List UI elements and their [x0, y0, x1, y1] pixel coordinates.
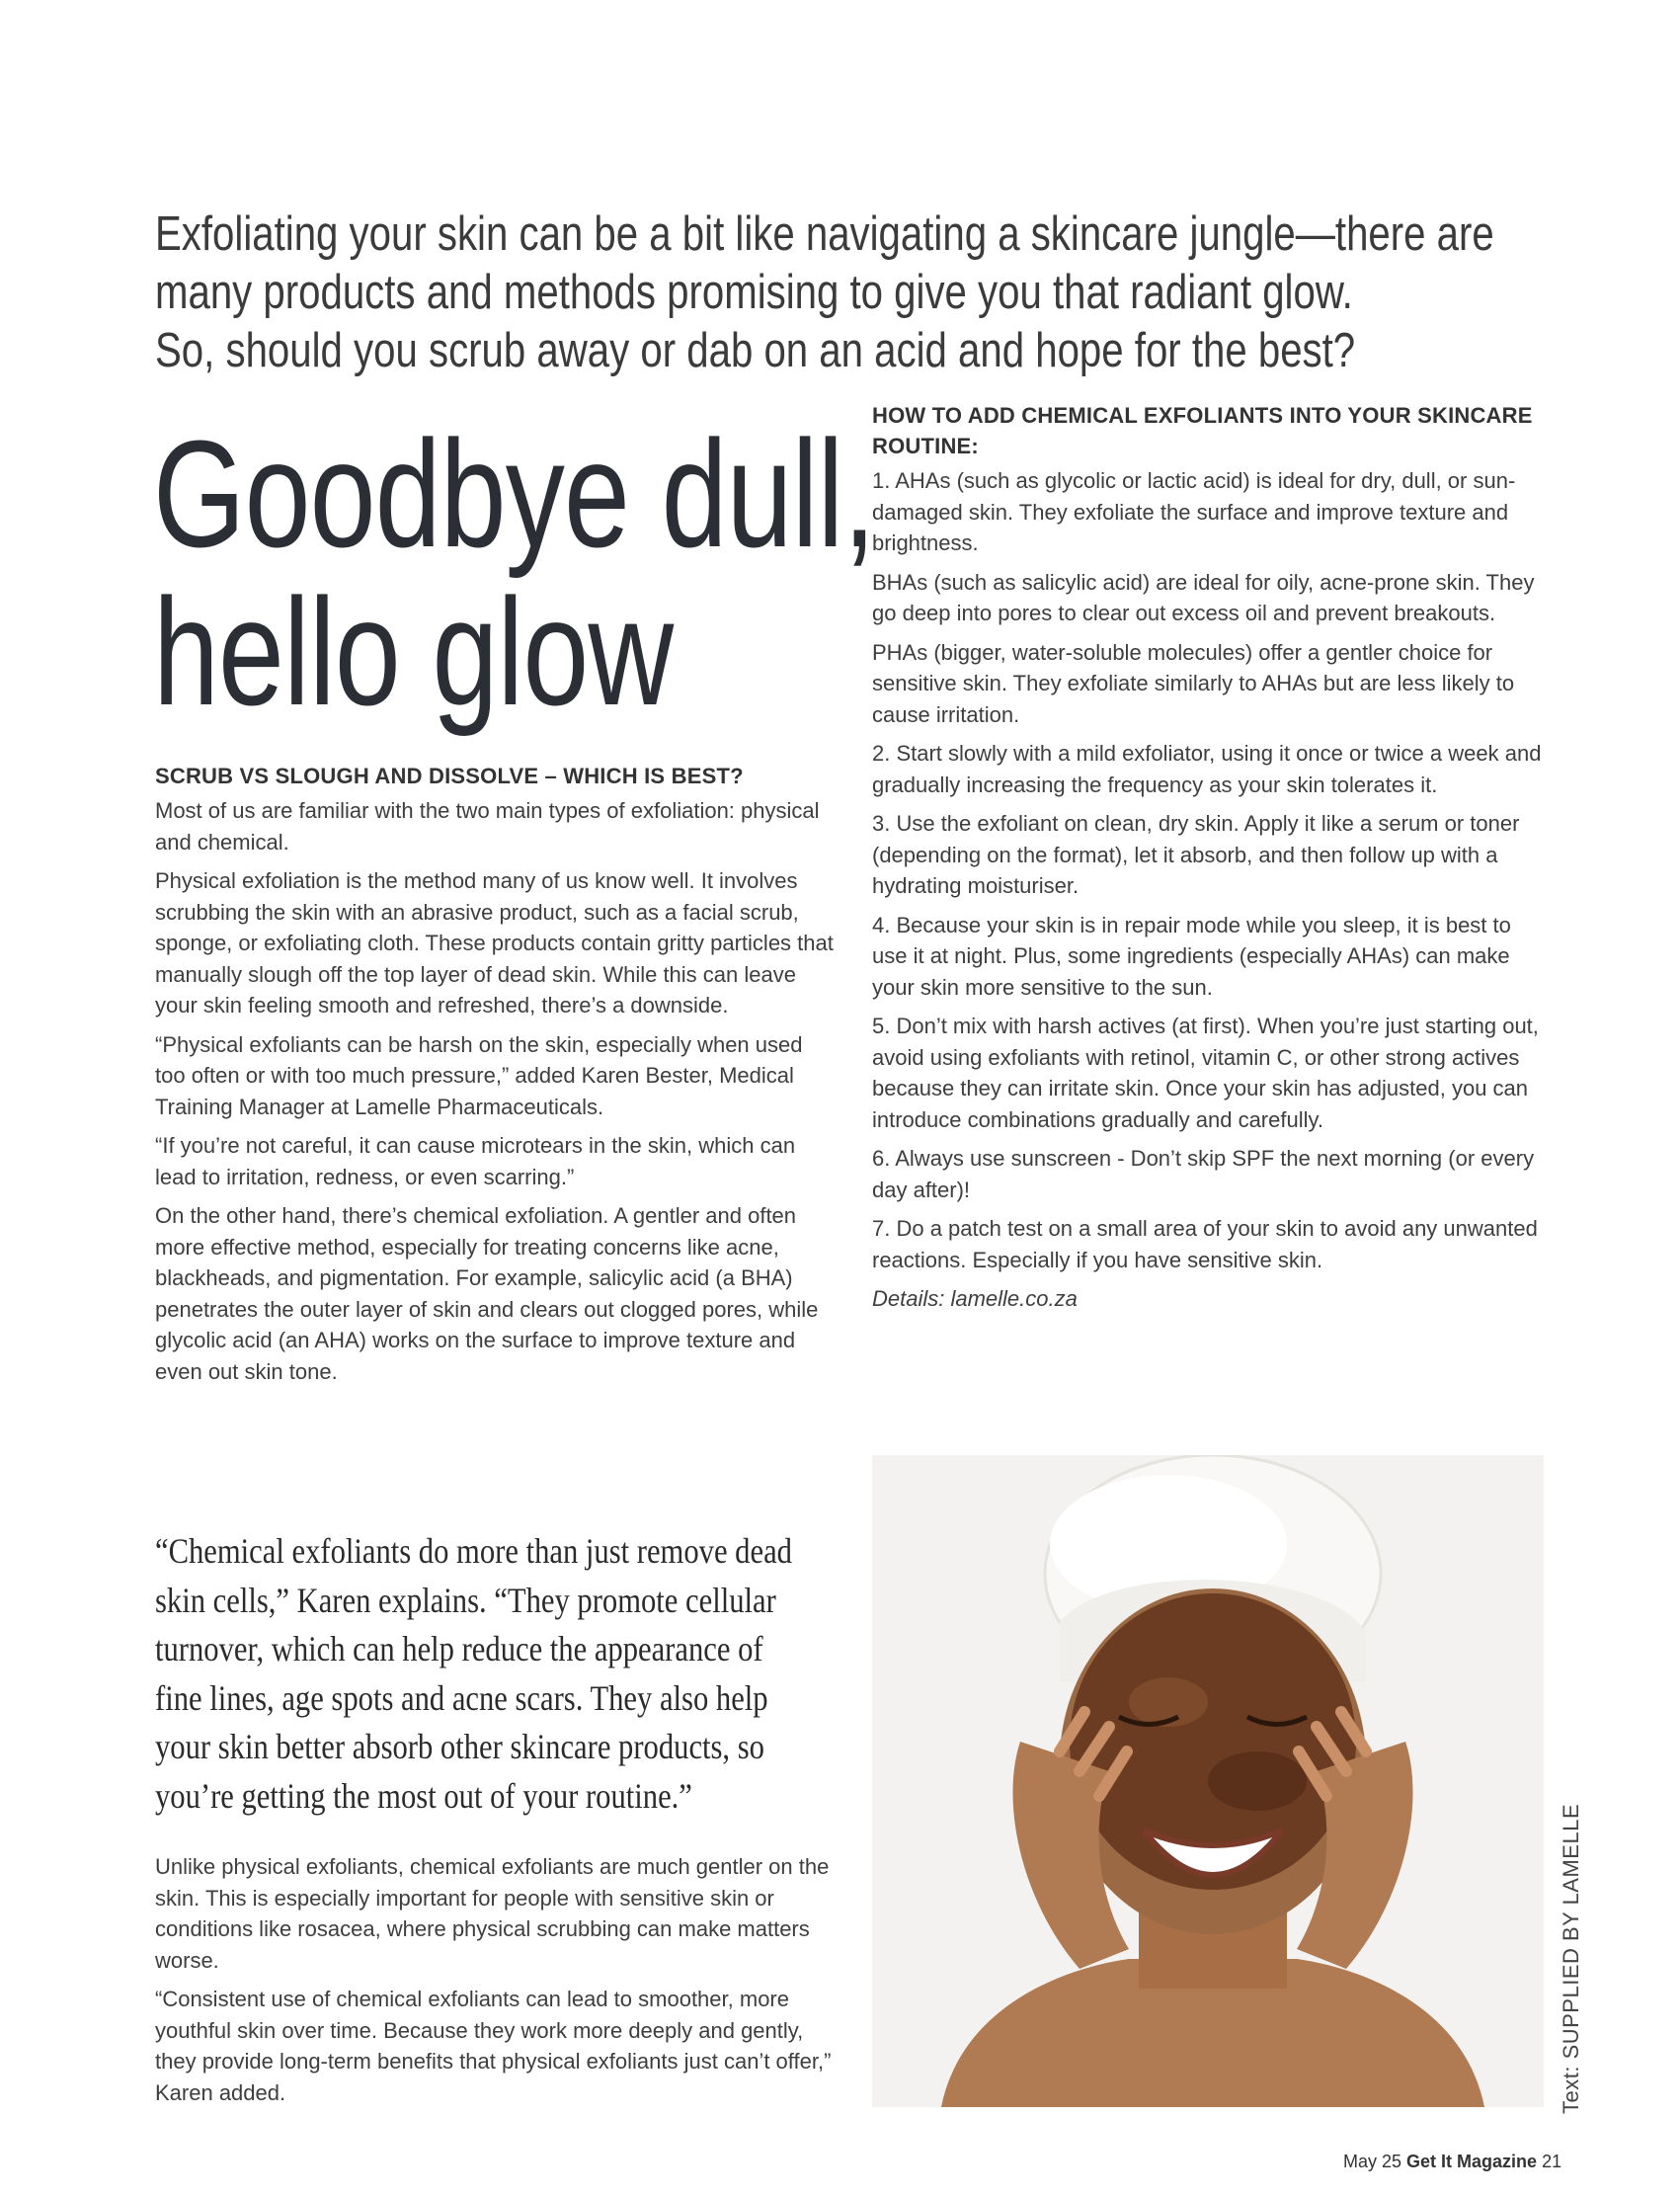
body-paragraph: Most of us are familiar with the two main types of exfoliation: physical and chemical.	[155, 798, 820, 854]
woman-face-mask-photo	[872, 1455, 1544, 2107]
body-paragraph: Physical exfoliation is the method many of us know well. It involves scrubbing the skin with an abrasive product, such as a facial scrub, sponge, or exfoliating cloth. These products contain gritty particles that manually slough off the top layer of dead skin. While this can leave your skin feeling smooth and refreshed, there’s a downside.	[155, 868, 834, 1017]
body-paragraph: “If you’re not careful, it can cause microtears in the skin, which can lead to irritation, redness, or even scarring.”	[155, 1133, 796, 1189]
body-paragraph: PHAs (bigger, water-soluble molecules) offer a gentler choice for sensitive skin. They exfoliate similarly to AHAs but are less likely to cause irritation.	[872, 639, 1515, 727]
body-paragraph: 7. Do a patch test on a small area of your skin to avoid any unwanted reactions. Especially if you have sensitive skin.	[872, 1216, 1538, 1272]
body-paragraph: 5. Don’t mix with harsh actives (at first). When you’re just starting out, avoid using exfoliants with retinol, vitamin C, or other strong actives because they can irritate skin. Once your skin has adjusted, you can introduce combinations gradually and carefully.	[872, 1014, 1539, 1132]
page-number: 21	[1542, 2152, 1562, 2171]
intro-line: many products and methods promising to give you that radiant glow.	[155, 266, 1353, 319]
details-link: Details: lamelle.co.za	[872, 1286, 1078, 1311]
body-paragraph: 1. AHAs (such as glycolic or lactic acid) is ideal for dry, dull, or sun-damaged skin. They exfoliate the surface and improve texture and brightness.	[872, 468, 1516, 555]
body-paragraph: “Consistent use of chemical exfoliants can lead to smoother, more youthful skin over time. Because they work more deeply and gently, they provide long-term benefits that physical exfoliants just can’t offer,” Karen added.	[155, 1987, 832, 2105]
body-paragraph: “Physical exfoliants can be harsh on the skin, especially when used too often or with too much pressure,” added Karen Bester, Medical Training Manager at Lamelle Pharmaceuticals.	[155, 1031, 803, 1119]
headline-line: Goodbye dull,	[153, 409, 876, 579]
pull-quote: “Chemical exfoliants do more than just remove dead skin cells,” Karen explains. “They promote cellular turnover, which can help reduce the appearance of fine lines, age spots and acne scars. They also help your skin better absorb other skincare products, so you’re getting the most out of your routine.”	[155, 1531, 792, 1816]
right-column	[872, 400, 1544, 1323]
page-footer	[1343, 2152, 1562, 2172]
body-paragraph: BHAs (such as salicylic acid) are ideal for oily, acne-prone skin. They go deep into pores to clear out excess oil and prevent breakouts.	[872, 569, 1535, 625]
intro-line: So, should you scrub away or dab on an acid and hope for the best?	[155, 324, 1356, 377]
photo-illustration	[872, 1455, 1544, 2107]
intro-line: Exfoliating your skin can be a bit like navigating a skincare jungle—there are	[155, 207, 1494, 261]
section-heading: SCRUB VS SLOUGH AND DISSOLVE – WHICH IS BEST?	[155, 764, 744, 788]
body-paragraph: 6. Always use sunscreen - Don’t skip SPF the next morning (or every day after)!	[872, 1146, 1535, 1202]
body-paragraph: On the other hand, there’s chemical exfoliation. A gentler and often more effective method, especially for treating concerns like acne, blackheads, and pigmentation. For example, salicylic acid (a BHA) penetrates the outer layer of skin and clears out clogged pores, while glycolic acid (an AHA) works on the surface to improve texture and even out skin tone.	[155, 1203, 819, 1384]
intro-deck	[155, 205, 1494, 380]
body-paragraph: 2. Start slowly with a mild exfoliator, using it once or twice a week and gradually increasing the frequency as your skin tolerates it.	[872, 741, 1542, 797]
article-headline	[153, 409, 876, 737]
magazine-name: Get It Magazine	[1406, 2152, 1538, 2171]
left-column-continued	[155, 1851, 837, 2116]
body-paragraph: 4. Because your skin is in repair mode while you sleep, it is best to use it at night. Plus, some ingredients (especially AHAs) can make your skin more sensitive to the sun.	[872, 912, 1511, 1000]
left-column	[155, 761, 837, 1395]
issue-date: May 25	[1343, 2152, 1402, 2171]
headline-line: hello glow	[153, 567, 674, 737]
body-paragraph: 3. Use the exfoliant on clean, dry skin. Apply it like a serum or toner (depending on the format), let it absorb, and then follow up with a hydrating moisturiser.	[872, 811, 1520, 898]
section-heading: HOW TO ADD CHEMICAL EXFOLIANTS INTO YOUR SKINCARE ROUTINE:	[872, 403, 1533, 458]
photo-credit: Text: SUPPLIED BY LAMELLE	[1559, 1803, 1583, 2114]
body-paragraph: Unlike physical exfoliants, chemical exfoliants are much gentler on the skin. This is especially important for people with sensitive skin or conditions like rosacea, where physical scrubbing can make matters worse.	[155, 1854, 830, 1973]
